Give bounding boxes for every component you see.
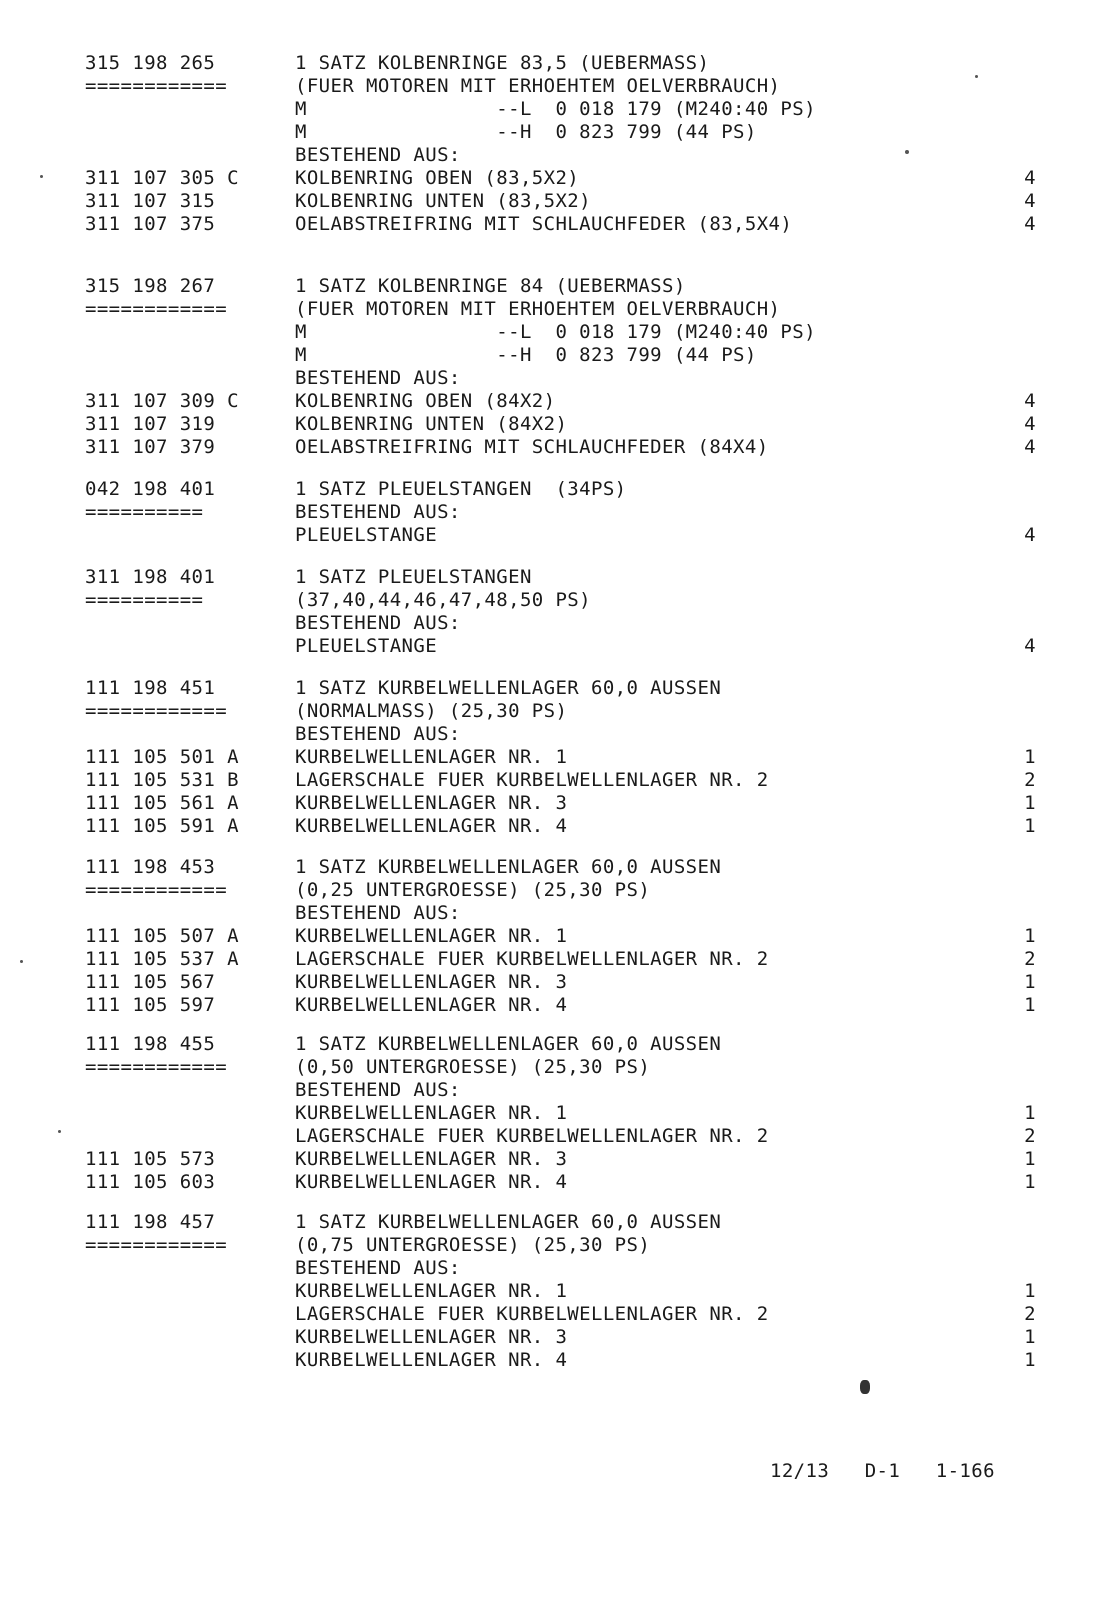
parts-set xyxy=(0,52,1112,236)
item-description: KOLBENRING OBEN (83,5X2) xyxy=(295,167,580,189)
item-part-number: 311 107 375 xyxy=(85,213,216,235)
set-title: 1 SATZ KURBELWELLENLAGER 60,0 AUSSEN xyxy=(295,1033,722,1055)
set-description-line: (FUER MOTOREN MIT ERHOEHTEM OELVERBRAUCH) xyxy=(295,75,781,97)
parts-set xyxy=(0,856,1112,1017)
set-part-number: 042 198 401 xyxy=(85,478,216,500)
set-description-line: BESTEHEND AUS: xyxy=(295,902,461,924)
set-description-line: M --H 0 823 799 (44 PS) xyxy=(295,344,757,366)
item-description: PLEUELSTANGE xyxy=(295,635,438,657)
set-title: 1 SATZ KOLBENRINGE 84 (UEBERMASS) xyxy=(295,275,686,297)
item-part-number: 111 105 507 A xyxy=(85,925,239,947)
item-part-number: 111 105 537 A xyxy=(85,948,239,970)
set-underline: ============ xyxy=(85,75,228,97)
set-part-number: 111 198 453 xyxy=(85,856,216,878)
set-underline: ============ xyxy=(85,1056,228,1078)
item-description: KURBELWELLENLAGER NR. 1 xyxy=(295,746,568,768)
scan-speck xyxy=(40,175,43,178)
text-line xyxy=(0,1079,1112,1102)
item-quantity: 4 xyxy=(1024,390,1036,412)
item-quantity: 1 xyxy=(1024,1102,1036,1124)
parts-set xyxy=(0,677,1112,838)
set-description-line: (0,75 UNTERGROESSE) (25,30 PS) xyxy=(295,1234,651,1256)
text-line xyxy=(0,612,1112,635)
item-part-number: 311 107 315 xyxy=(85,190,216,212)
set-description-line: M --L 0 018 179 (M240:40 PS) xyxy=(295,98,816,120)
item-quantity: 1 xyxy=(1024,994,1036,1016)
item-row xyxy=(0,413,1112,436)
page-footer: 12/13 D-1 1-166 xyxy=(770,1460,995,1482)
item-row xyxy=(0,1148,1112,1171)
item-quantity: 2 xyxy=(1024,1303,1036,1325)
item-row xyxy=(0,167,1112,190)
set-description-line: BESTEHEND AUS: xyxy=(295,1257,461,1279)
item-quantity: 1 xyxy=(1024,792,1036,814)
set-description-line: (0,25 UNTERGROESSE) (25,30 PS) xyxy=(295,879,651,901)
item-description: KURBELWELLENLAGER NR. 4 xyxy=(295,994,568,1016)
set-description-line: (NORMALMASS) (25,30 PS) xyxy=(295,700,568,722)
item-row xyxy=(0,994,1112,1017)
parts-set xyxy=(0,1033,1112,1194)
item-description: KURBELWELLENLAGER NR. 3 xyxy=(295,1148,568,1170)
item-quantity: 1 xyxy=(1024,1326,1036,1348)
item-row xyxy=(0,815,1112,838)
item-part-number: 111 105 531 B xyxy=(85,769,239,791)
item-row xyxy=(0,1326,1112,1349)
set-description-line: BESTEHEND AUS: xyxy=(295,723,461,745)
item-row xyxy=(0,213,1112,236)
text-line xyxy=(0,1056,1112,1079)
item-row xyxy=(0,792,1112,815)
item-description: KURBELWELLENLAGER NR. 4 xyxy=(295,1349,568,1371)
set-description-line: (37,40,44,46,47,48,50 PS) xyxy=(295,589,591,611)
parts-set xyxy=(0,1211,1112,1372)
item-row xyxy=(0,746,1112,769)
item-description: PLEUELSTANGE xyxy=(295,524,438,546)
set-title: 1 SATZ PLEUELSTANGEN (34PS) xyxy=(295,478,627,500)
item-quantity: 4 xyxy=(1024,524,1036,546)
set-part-number: 111 198 451 xyxy=(85,677,216,699)
set-description-line: BESTEHEND AUS: xyxy=(295,501,461,523)
item-quantity: 1 xyxy=(1024,925,1036,947)
item-part-number: 111 105 597 xyxy=(85,994,216,1016)
item-part-number: 311 107 319 xyxy=(85,413,216,435)
item-quantity: 1 xyxy=(1024,1171,1036,1193)
item-quantity: 2 xyxy=(1024,1125,1036,1147)
set-description-line: BESTEHEND AUS: xyxy=(295,144,461,166)
set-underline: ========== xyxy=(85,501,204,523)
item-quantity: 4 xyxy=(1024,635,1036,657)
text-line xyxy=(0,1211,1112,1234)
item-quantity: 2 xyxy=(1024,769,1036,791)
item-quantity: 1 xyxy=(1024,746,1036,768)
item-description: KURBELWELLENLAGER NR. 3 xyxy=(295,792,568,814)
set-part-number: 111 198 455 xyxy=(85,1033,216,1055)
item-part-number: 111 105 573 xyxy=(85,1148,216,1170)
text-line xyxy=(0,121,1112,144)
item-row xyxy=(0,1171,1112,1194)
item-part-number: 311 107 379 xyxy=(85,436,216,458)
text-line xyxy=(0,501,1112,524)
scan-speck xyxy=(860,1380,870,1394)
set-part-number: 315 198 265 xyxy=(85,52,216,74)
item-description: KURBELWELLENLAGER NR. 1 xyxy=(295,1102,568,1124)
text-line xyxy=(0,344,1112,367)
item-description: KURBELWELLENLAGER NR. 4 xyxy=(295,1171,568,1193)
item-quantity: 4 xyxy=(1024,436,1036,458)
text-line xyxy=(0,367,1112,390)
set-underline: ============ xyxy=(85,700,228,722)
item-quantity: 1 xyxy=(1024,1280,1036,1302)
item-part-number: 111 105 567 xyxy=(85,971,216,993)
set-description-line: (0,50 UNTERGROESSE) (25,30 PS) xyxy=(295,1056,651,1078)
text-line xyxy=(0,144,1112,167)
item-part-number: 111 105 591 A xyxy=(85,815,239,837)
text-line xyxy=(0,879,1112,902)
text-line xyxy=(0,589,1112,612)
item-description: LAGERSCHALE FUER KURBELWELLENLAGER NR. 2 xyxy=(295,948,769,970)
scan-speck xyxy=(20,960,23,963)
text-line xyxy=(0,902,1112,925)
item-row xyxy=(0,1102,1112,1125)
text-line xyxy=(0,566,1112,589)
item-quantity: 1 xyxy=(1024,971,1036,993)
item-row xyxy=(0,925,1112,948)
item-description: OELABSTREIFRING MIT SCHLAUCHFEDER (83,5X4) xyxy=(295,213,793,235)
item-row xyxy=(0,1303,1112,1326)
text-line xyxy=(0,723,1112,746)
item-part-number: 111 105 603 xyxy=(85,1171,216,1193)
item-row xyxy=(0,1125,1112,1148)
set-title: 1 SATZ KURBELWELLENLAGER 60,0 AUSSEN xyxy=(295,677,722,699)
set-title: 1 SATZ KOLBENRINGE 83,5 (UEBERMASS) xyxy=(295,52,710,74)
item-description: LAGERSCHALE FUER KURBELWELLENLAGER NR. 2 xyxy=(295,1125,769,1147)
item-quantity: 4 xyxy=(1024,213,1036,235)
item-row xyxy=(0,635,1112,658)
set-description-line: M --H 0 823 799 (44 PS) xyxy=(295,121,757,143)
scan-speck xyxy=(905,150,909,154)
text-line xyxy=(0,75,1112,98)
item-description: KOLBENRING UNTEN (84X2) xyxy=(295,413,568,435)
set-description-line: (FUER MOTOREN MIT ERHOEHTEM OELVERBRAUCH) xyxy=(295,298,781,320)
scan-speck xyxy=(58,1130,61,1133)
scan-speck xyxy=(975,75,978,78)
text-line xyxy=(0,321,1112,344)
item-description: KOLBENRING OBEN (84X2) xyxy=(295,390,556,412)
item-quantity: 1 xyxy=(1024,815,1036,837)
set-title: 1 SATZ KURBELWELLENLAGER 60,0 AUSSEN xyxy=(295,856,722,878)
item-row xyxy=(0,948,1112,971)
set-description-line: BESTEHEND AUS: xyxy=(295,367,461,389)
item-quantity: 1 xyxy=(1024,1148,1036,1170)
item-part-number: 111 105 501 A xyxy=(85,746,239,768)
set-underline: ============ xyxy=(85,1234,228,1256)
text-line xyxy=(0,1033,1112,1056)
item-row xyxy=(0,524,1112,547)
text-line xyxy=(0,856,1112,879)
item-description: LAGERSCHALE FUER KURBELWELLENLAGER NR. 2 xyxy=(295,769,769,791)
set-underline: ============ xyxy=(85,298,228,320)
item-description: KURBELWELLENLAGER NR. 1 xyxy=(295,1280,568,1302)
item-description: KURBELWELLENLAGER NR. 1 xyxy=(295,925,568,947)
text-line xyxy=(0,677,1112,700)
item-part-number: 311 107 309 C xyxy=(85,390,239,412)
item-row xyxy=(0,1349,1112,1372)
item-row xyxy=(0,390,1112,413)
set-title: 1 SATZ PLEUELSTANGEN xyxy=(295,566,532,588)
item-row xyxy=(0,436,1112,459)
set-description-line: BESTEHEND AUS: xyxy=(295,1079,461,1101)
text-line xyxy=(0,478,1112,501)
item-part-number: 311 107 305 C xyxy=(85,167,239,189)
item-row xyxy=(0,190,1112,213)
item-quantity: 1 xyxy=(1024,1349,1036,1371)
text-line xyxy=(0,298,1112,321)
text-line xyxy=(0,1234,1112,1257)
item-row xyxy=(0,1280,1112,1303)
item-description: LAGERSCHALE FUER KURBELWELLENLAGER NR. 2 xyxy=(295,1303,769,1325)
parts-set xyxy=(0,566,1112,658)
set-part-number: 315 198 267 xyxy=(85,275,216,297)
set-part-number: 311 198 401 xyxy=(85,566,216,588)
item-description: KURBELWELLENLAGER NR. 3 xyxy=(295,971,568,993)
parts-set xyxy=(0,478,1112,547)
item-description: KURBELWELLENLAGER NR. 3 xyxy=(295,1326,568,1348)
set-title: 1 SATZ KURBELWELLENLAGER 60,0 AUSSEN xyxy=(295,1211,722,1233)
item-row xyxy=(0,769,1112,792)
text-line xyxy=(0,1257,1112,1280)
set-description-line: BESTEHEND AUS: xyxy=(295,612,461,634)
text-line xyxy=(0,275,1112,298)
item-description: KOLBENRING UNTEN (83,5X2) xyxy=(295,190,591,212)
item-row xyxy=(0,971,1112,994)
text-line xyxy=(0,52,1112,75)
text-line xyxy=(0,700,1112,723)
item-quantity: 2 xyxy=(1024,948,1036,970)
item-description: OELABSTREIFRING MIT SCHLAUCHFEDER (84X4) xyxy=(295,436,769,458)
text-line xyxy=(0,98,1112,121)
item-quantity: 4 xyxy=(1024,190,1036,212)
item-quantity: 4 xyxy=(1024,413,1036,435)
item-part-number: 111 105 561 A xyxy=(85,792,239,814)
set-underline: ============ xyxy=(85,879,228,901)
item-quantity: 4 xyxy=(1024,167,1036,189)
set-description-line: M --L 0 018 179 (M240:40 PS) xyxy=(295,321,816,343)
set-underline: ========== xyxy=(85,589,204,611)
item-description: KURBELWELLENLAGER NR. 4 xyxy=(295,815,568,837)
parts-set xyxy=(0,275,1112,459)
set-part-number: 111 198 457 xyxy=(85,1211,216,1233)
